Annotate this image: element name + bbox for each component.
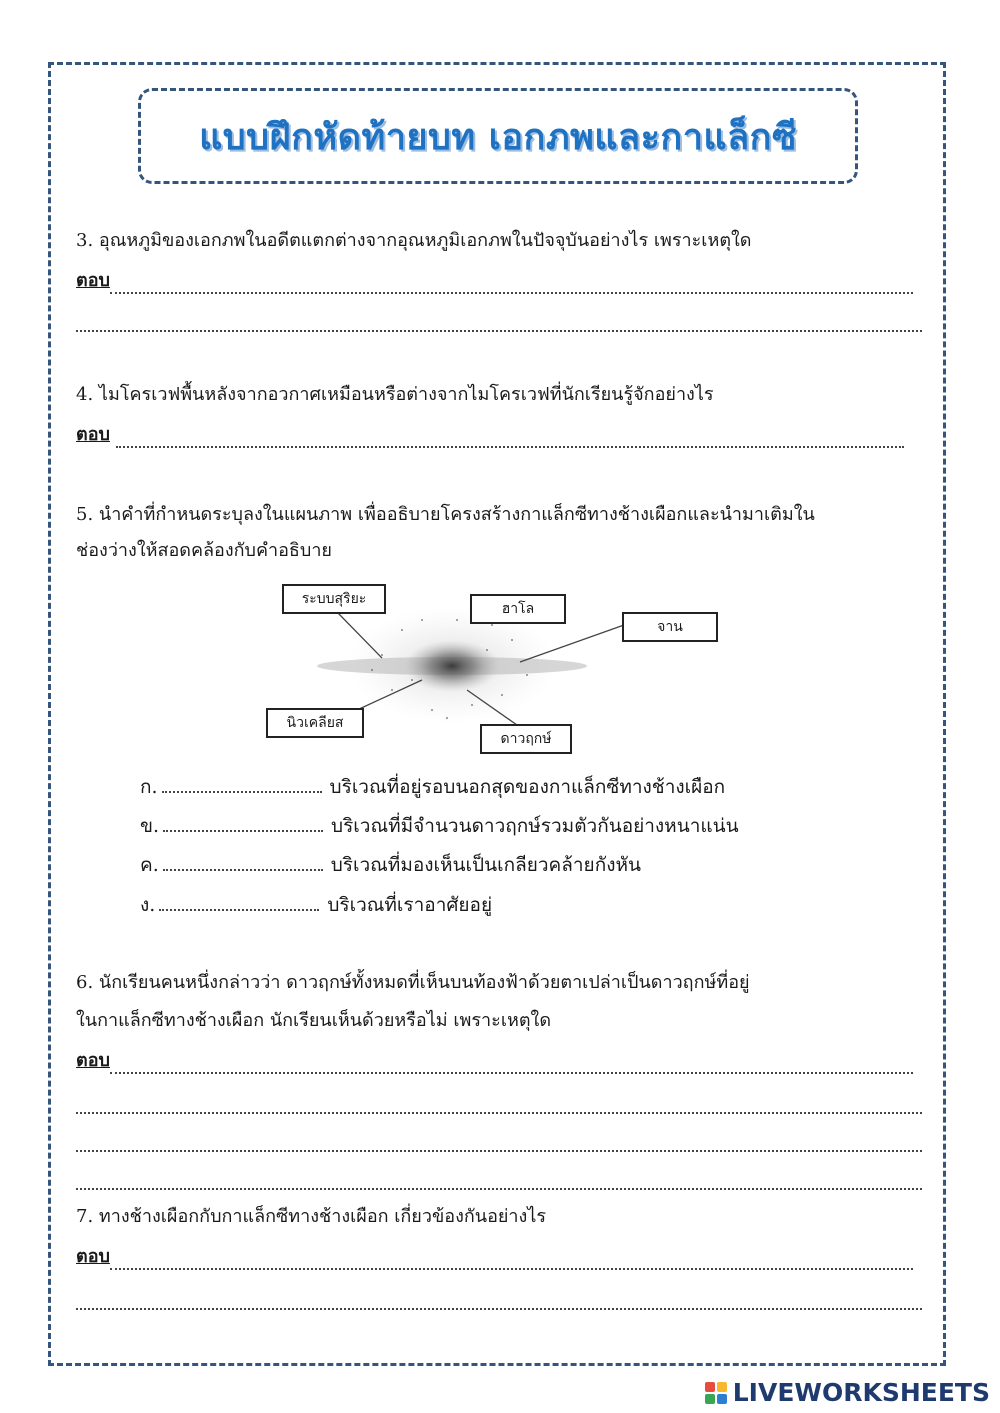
liveworksheets-logo [705, 1378, 990, 1407]
fill-blank[interactable] [159, 893, 319, 911]
matching-letter: ข. [140, 815, 160, 837]
galactic-bulge [404, 640, 500, 692]
answer-dots [76, 312, 922, 332]
matching-item-a [140, 774, 725, 800]
label-nucleus: นิวเคลียส [266, 708, 364, 738]
question-4: 4. ไมโครเวฟพื้นหลังจากอวกาศเหมือนหรือต่างจากไมโครเวฟที่นักเรียนรู้จักอย่างไร [76, 384, 714, 405]
answer-dots [76, 1290, 922, 1310]
brand-grid-icon [705, 1382, 727, 1404]
answer-3-line-2[interactable] [76, 306, 922, 332]
question-6-line-1: 6. นักเรียนคนหนึ่งกล่าวว่า ดาวฤกษ์ทั้งหมดที่เห็นบนท้องฟ้าด้วยตาเปล่าเป็นดาวฤกษ์ที่อยู่ [76, 972, 750, 993]
answer-6-line-1[interactable] [76, 1048, 913, 1074]
brand-name: LIVEWORKSHEETS [732, 1378, 990, 1407]
matching-description: บริเวณที่อยู่รอบนอกสุดของกาแล็กซีทางช้างเผือก [329, 776, 726, 798]
question-5-line-1: 5. นำคำที่กำหนดระบุลงในแผนภาพ เพื่ออธิบายโครงสร้างกาแล็กซีทางช้างเผือกและนำมาเติมใน [76, 504, 815, 525]
label-disk: จาน [622, 612, 718, 642]
matching-item-b [140, 813, 739, 839]
answer-label: ตอบ [76, 1246, 110, 1267]
matching-letter: ค. [140, 854, 159, 876]
matching-item-c [140, 852, 641, 878]
galaxy-diagram [262, 580, 732, 760]
answer-4-line-1[interactable] [76, 422, 904, 448]
fill-blank[interactable] [162, 775, 322, 793]
label-solar-system: ระบบสุริยะ [282, 584, 386, 614]
question-6-line-2: ในกาแล็กซีทางช้างเผือก นักเรียนเห็นด้วยหรือไม่ เพราะเหตุใด [76, 1010, 552, 1031]
answer-dots [110, 1054, 913, 1074]
answer-dots [76, 1094, 922, 1114]
answer-6-line-3[interactable] [76, 1126, 922, 1152]
fill-blank[interactable] [163, 853, 323, 871]
page-title: แบบฝึกหัดท้ายบท เอกภพและกาแล็กซี [199, 116, 797, 158]
title-banner [138, 88, 858, 184]
answer-dots [110, 1250, 913, 1270]
matching-letter: ง. [140, 894, 156, 916]
answer-label: ตอบ [76, 1050, 110, 1071]
answer-dots [110, 274, 913, 294]
answer-dots [76, 1132, 922, 1152]
matching-description: บริเวณที่เราอาศัยอยู่ [327, 894, 493, 916]
matching-item-d [140, 892, 492, 918]
answer-7-line-1[interactable] [76, 1244, 913, 1270]
label-halo: ฮาโล [470, 594, 566, 624]
matching-letter: ก. [140, 776, 158, 798]
answer-7-line-2[interactable] [76, 1284, 922, 1310]
matching-description: บริเวณที่มีจำนวนดาวฤกษ์รวมตัวกันอย่างหนาแน่น [331, 815, 739, 837]
answer-label: ตอบ [76, 424, 110, 445]
answer-3-line-1[interactable] [76, 268, 913, 294]
question-7: 7. ทางช้างเผือกกับกาแล็กซีทางช้างเผือก เกี่ยวข้องกันอย่างไร [76, 1206, 547, 1227]
matching-description: บริเวณที่มองเห็นเป็นเกลียวคล้ายกังหัน [330, 854, 641, 876]
question-5-line-2: ช่องว่างให้สอดคล้องกับคำอธิบาย [76, 540, 332, 561]
question-3: 3. อุณหภูมิของเอกภพในอดีตแตกต่างจากอุณหภูมิเอกภพในปัจจุบันอย่างไร เพราะเหตุใด [76, 230, 752, 251]
answer-dots [76, 1170, 922, 1190]
answer-6-line-2[interactable] [76, 1088, 922, 1114]
fill-blank[interactable] [163, 814, 323, 832]
answer-6-line-4[interactable] [76, 1164, 922, 1190]
label-stars: ดาวฤกษ์ [480, 724, 572, 754]
answer-label: ตอบ [76, 270, 110, 291]
answer-dots [116, 428, 904, 448]
